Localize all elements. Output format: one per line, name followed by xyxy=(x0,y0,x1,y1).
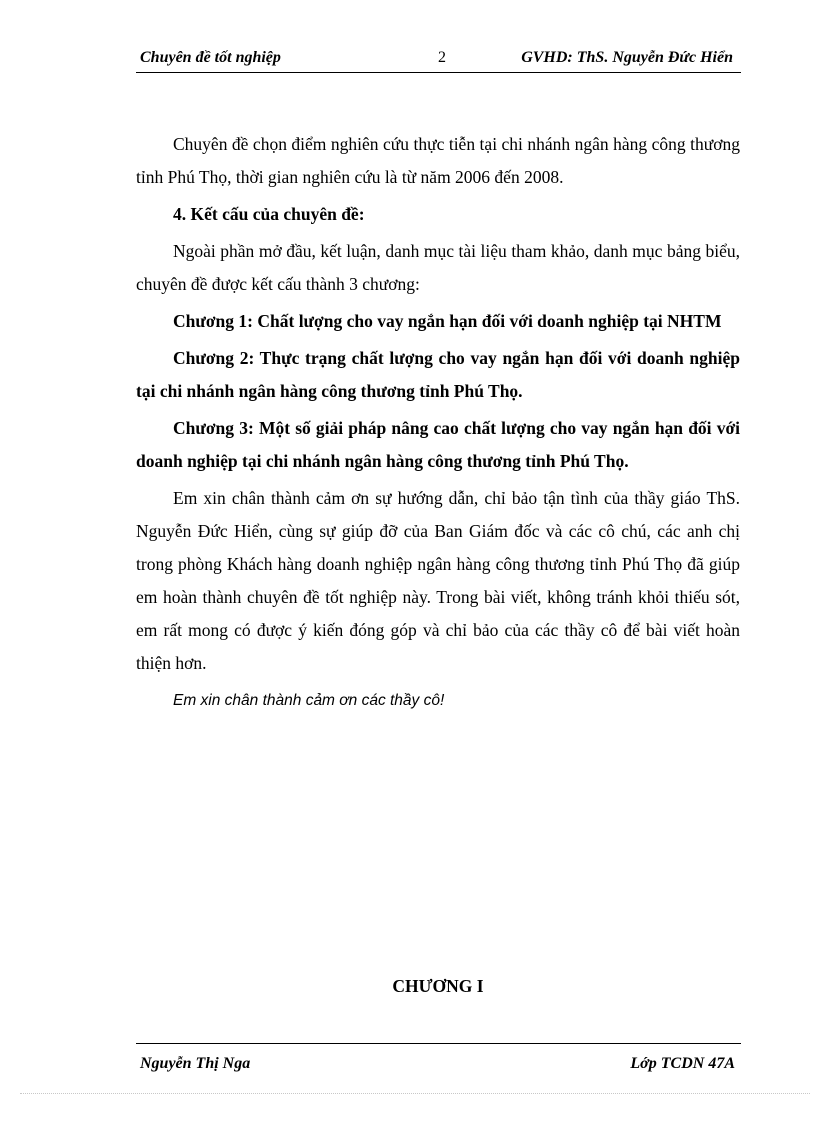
page-number: 2 xyxy=(438,49,446,66)
paragraph-structure-intro: Ngoài phần mở đầu, kết luận, danh mục tài liệu tham khảo, danh mục bảng biểu, chuyên đề được kết cấu thành 3 chương: xyxy=(136,241,740,294)
page-edge-divider xyxy=(20,1093,810,1094)
chapter-1-title: Chương 1: Chất lượng cho vay ngắn hạn đối với doanh nghiệp tại NHTM xyxy=(173,311,722,331)
page-footer xyxy=(136,1052,741,1076)
footer-divider xyxy=(136,1043,741,1044)
page-header xyxy=(136,46,741,70)
footer-class: Lớp TCDN 47A xyxy=(630,1055,735,1072)
chapter-heading: CHƯƠNG I xyxy=(392,976,484,996)
closing-thanks: Em xin chân thành cảm ơn các thầy cô! xyxy=(173,692,445,709)
footer-author: Nguyễn Thị Nga xyxy=(140,1055,251,1072)
page-body xyxy=(136,128,740,721)
paragraph-acknowledgement: Em xin chân thành cảm ơn sự hướng dẫn, chỉ bảo tận tình của thầy giáo ThS. Nguyễn Đức Hiển, cùng sự giúp đỡ của Ban Giám đốc và các cô chú, các anh chị trong phòng Khách hàng doanh nghiệp ngân hàng công thương tỉnh Phú Thọ đã giúp em hoàn thành chuyên đề tốt nghiệp này. Trong bài viết, không tránh khỏi thiếu sót, em rất mong có được ý kiến đóng góp và chỉ bảo của các thầy cô để bài viết hoàn thiện hơn. xyxy=(136,488,740,673)
chapter-2-title: Chương 2: Thực trạng chất lượng cho vay ngắn hạn đối với doanh nghiệp tại chi nhánh ngân hàng công thương tỉnh Phú Thọ. xyxy=(136,348,740,401)
section-heading-structure: 4. Kết cấu của chuyên đề: xyxy=(173,204,365,224)
paragraph-research-scope: Chuyên đề chọn điểm nghiên cứu thực tiễn tại chi nhánh ngân hàng công thương tỉnh Phú Thọ, thời gian nghiên cứu là từ năm 2006 đến 2008. xyxy=(136,134,740,187)
chapter-3-title: Chương 3: Một số giải pháp nâng cao chất lượng cho vay ngắn hạn đối với doanh nghiệp tại chi nhánh ngân hàng công thương tỉnh Phú Thọ. xyxy=(136,418,740,471)
header-divider xyxy=(136,72,741,73)
header-advisor: GVHD: ThS. Nguyễn Đức Hiển xyxy=(521,49,733,66)
header-title: Chuyên đề tốt nghiệp xyxy=(140,49,281,66)
